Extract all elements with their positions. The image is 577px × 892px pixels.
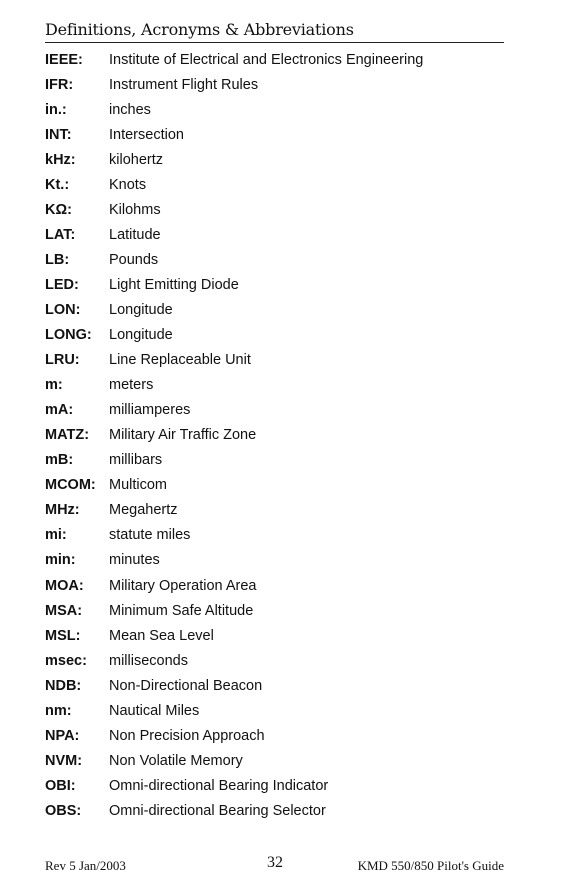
abbreviation-entry [45,598,515,623]
abbreviation-term: MSL: [45,627,81,644]
abbreviation-definition: Military Air Traffic Zone [109,427,257,444]
abbreviation-list [45,47,515,823]
abbreviation-definition: Institute of Electrical and Electronics Engineering [109,51,424,68]
abbreviation-entry [45,172,515,197]
abbreviation-definition: meters [109,377,154,394]
abbreviation-entry [45,423,515,448]
abbreviation-definition: Mean Sea Level [109,627,214,644]
abbreviation-definition: Non-Directional Beacon [109,677,263,694]
abbreviation-definition: Omni-directional Bearing Indicator [109,777,329,794]
abbreviation-entry [45,648,515,673]
abbreviation-term: LRU: [45,352,80,369]
abbreviation-entry [45,748,515,773]
abbreviation-term: kHz: [45,151,76,168]
abbreviation-definition: Non Precision Approach [109,727,265,744]
revision-date: Rev 5 Jan/2003 [45,858,126,873]
abbreviation-definition: Pounds [109,251,159,268]
abbreviation-entry [45,297,515,322]
abbreviation-term: NDB: [45,677,82,694]
abbreviation-entry [45,373,515,398]
abbreviation-term: INT: [45,126,72,143]
abbreviation-entry [45,673,515,698]
abbreviation-definition: millibars [109,452,163,469]
abbreviation-definition: Instrument Flight Rules [109,76,259,93]
abbreviation-term: mi: [45,527,67,544]
abbreviation-entry [45,723,515,748]
abbreviation-term: nm: [45,702,72,719]
abbreviation-term: mA: [45,402,74,419]
abbreviation-definition: Military Operation Area [109,577,257,594]
abbreviation-entry [45,247,515,272]
abbreviation-entry [45,72,515,97]
abbreviation-entry [45,348,515,373]
abbreviation-definition: Longitude [109,301,173,318]
abbreviation-term: LAT: [45,226,76,243]
abbreviation-term: NVM: [45,752,83,769]
abbreviation-term: LED: [45,276,79,293]
abbreviation-definition: milliamperes [109,402,191,419]
abbreviation-entry [45,272,515,297]
abbreviation-term: OBI: [45,777,76,794]
abbreviation-term: MCOM: [45,477,96,494]
abbreviation-definition: Nautical Miles [109,702,200,719]
abbreviation-entry [45,197,515,222]
abbreviation-entry [45,222,515,247]
abbreviation-definition: Light Emitting Diode [109,276,239,293]
abbreviation-entry [45,398,515,423]
abbreviation-term: MOA: [45,577,84,594]
abbreviation-definition: Megahertz [109,502,178,519]
section-title: Definitions, Acronyms & Abbreviations [45,20,354,39]
abbreviation-definition: Knots [109,176,147,193]
abbreviation-term: LONG: [45,327,92,344]
abbreviation-definition: Line Replaceable Unit [109,352,251,369]
abbreviation-definition: Intersection [109,126,184,143]
abbreviation-entry [45,798,515,823]
abbreviation-definition: Longitude [109,327,173,344]
guide-title: KMD 550/850 Pilot's Guide [357,858,504,873]
abbreviation-definition: Minimum Safe Altitude [109,602,254,619]
abbreviation-term: OBS: [45,802,82,819]
abbreviation-entry [45,773,515,798]
abbreviation-definition: Latitude [109,226,161,243]
abbreviation-definition: Multicom [109,477,168,494]
abbreviation-term: msec: [45,652,87,669]
abbreviation-definition: Omni-directional Bearing Selector [109,802,326,819]
abbreviation-entry [45,97,515,122]
abbreviation-term: MATZ: [45,427,90,444]
abbreviation-term: IEEE: [45,51,83,68]
abbreviation-term: KΩ: [45,201,72,218]
abbreviation-term: Kt.: [45,176,70,193]
abbreviation-entry [45,473,515,498]
abbreviation-definition: Non Volatile Memory [109,752,243,769]
abbreviation-term: LON: [45,301,81,318]
abbreviation-entry [45,323,515,348]
abbreviation-definition: inches [109,101,151,118]
abbreviation-entry [45,623,515,648]
header-rule [45,42,504,43]
abbreviation-definition: kilohertz [109,151,163,168]
abbreviation-definition: milliseconds [109,652,188,669]
abbreviation-term: mB: [45,452,74,469]
abbreviation-entry [45,47,515,72]
abbreviation-term: MSA: [45,602,83,619]
page-number: 32 [267,854,283,871]
abbreviation-entry [45,498,515,523]
abbreviation-entry [45,698,515,723]
abbreviation-term: NPA: [45,727,80,744]
abbreviation-entry [45,548,515,573]
abbreviation-entry [45,573,515,598]
abbreviation-entry [45,448,515,473]
abbreviation-definition: minutes [109,552,160,569]
abbreviation-term: m: [45,377,63,394]
abbreviation-term: in.: [45,101,67,118]
abbreviation-term: MHz: [45,502,80,519]
abbreviation-definition: statute miles [109,527,191,544]
abbreviation-term: IFR: [45,76,74,93]
abbreviation-entry [45,147,515,172]
abbreviation-term: LB: [45,251,70,268]
abbreviation-entry [45,523,515,548]
abbreviation-definition: Kilohms [109,201,161,218]
abbreviation-entry [45,122,515,147]
abbreviation-term: min: [45,552,76,569]
